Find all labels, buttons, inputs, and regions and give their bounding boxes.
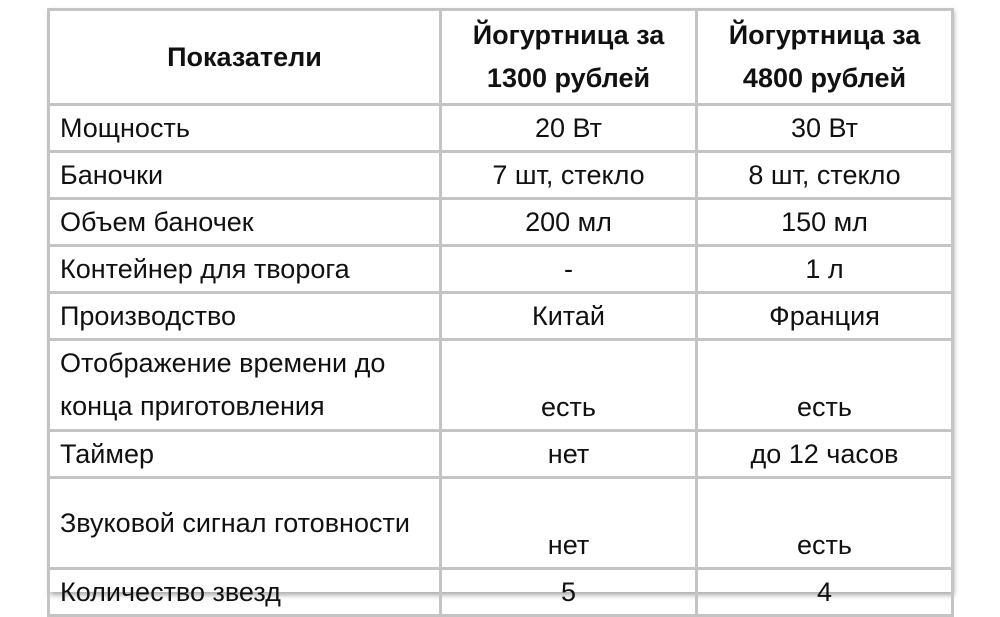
table-row xyxy=(49,478,953,569)
cell-1300: есть xyxy=(441,340,697,431)
cell-1300: - xyxy=(441,246,697,293)
cell-1300: 20 Вт xyxy=(441,105,697,152)
cell-4800: 1 л xyxy=(697,246,953,293)
table-row xyxy=(49,431,953,478)
row-label: Звуковой сигнал готовности xyxy=(49,478,441,569)
table-row xyxy=(49,293,953,340)
cell-4800: до 12 часов xyxy=(697,431,953,478)
row-label: Отображение времени до конца приготовления xyxy=(49,340,441,431)
cell-4800: 8 шт, стекло xyxy=(697,152,953,199)
table-row xyxy=(49,199,953,246)
table-row xyxy=(49,152,953,199)
header-indicators: Показатели xyxy=(49,10,441,105)
row-label: Контейнер для творога xyxy=(49,246,441,293)
cell-1300: 5 xyxy=(441,569,697,616)
cell-1300: 200 мл xyxy=(441,199,697,246)
cell-4800: есть xyxy=(697,478,953,569)
cell-4800: 30 Вт xyxy=(697,105,953,152)
cell-1300: 7 шт, стекло xyxy=(441,152,697,199)
row-label: Таймер xyxy=(49,431,441,478)
cell-1300: нет xyxy=(441,478,697,569)
table-row xyxy=(49,105,953,152)
table-row xyxy=(49,340,953,431)
row-label: Объем баночек xyxy=(49,199,441,246)
cell-4800: 4 xyxy=(697,569,953,616)
cell-4800: 150 мл xyxy=(697,199,953,246)
row-label: Баночки xyxy=(49,152,441,199)
header-yogurt-maker-1300: Йогуртница за 1300 рублей xyxy=(441,10,697,105)
row-label: Количество звезд xyxy=(49,569,441,616)
table-row xyxy=(49,246,953,293)
cell-1300: нет xyxy=(441,431,697,478)
cell-4800: есть xyxy=(697,340,953,431)
header-yogurt-maker-4800: Йогуртница за 4800 рублей xyxy=(697,10,953,105)
row-label: Производство xyxy=(49,293,441,340)
table-header-row xyxy=(49,10,953,105)
cell-1300: Китай xyxy=(441,293,697,340)
row-label: Мощность xyxy=(49,105,441,152)
table-row xyxy=(49,569,953,616)
comparison-table xyxy=(47,8,954,617)
comparison-table-frame xyxy=(47,8,951,607)
cell-4800: Франция xyxy=(697,293,953,340)
